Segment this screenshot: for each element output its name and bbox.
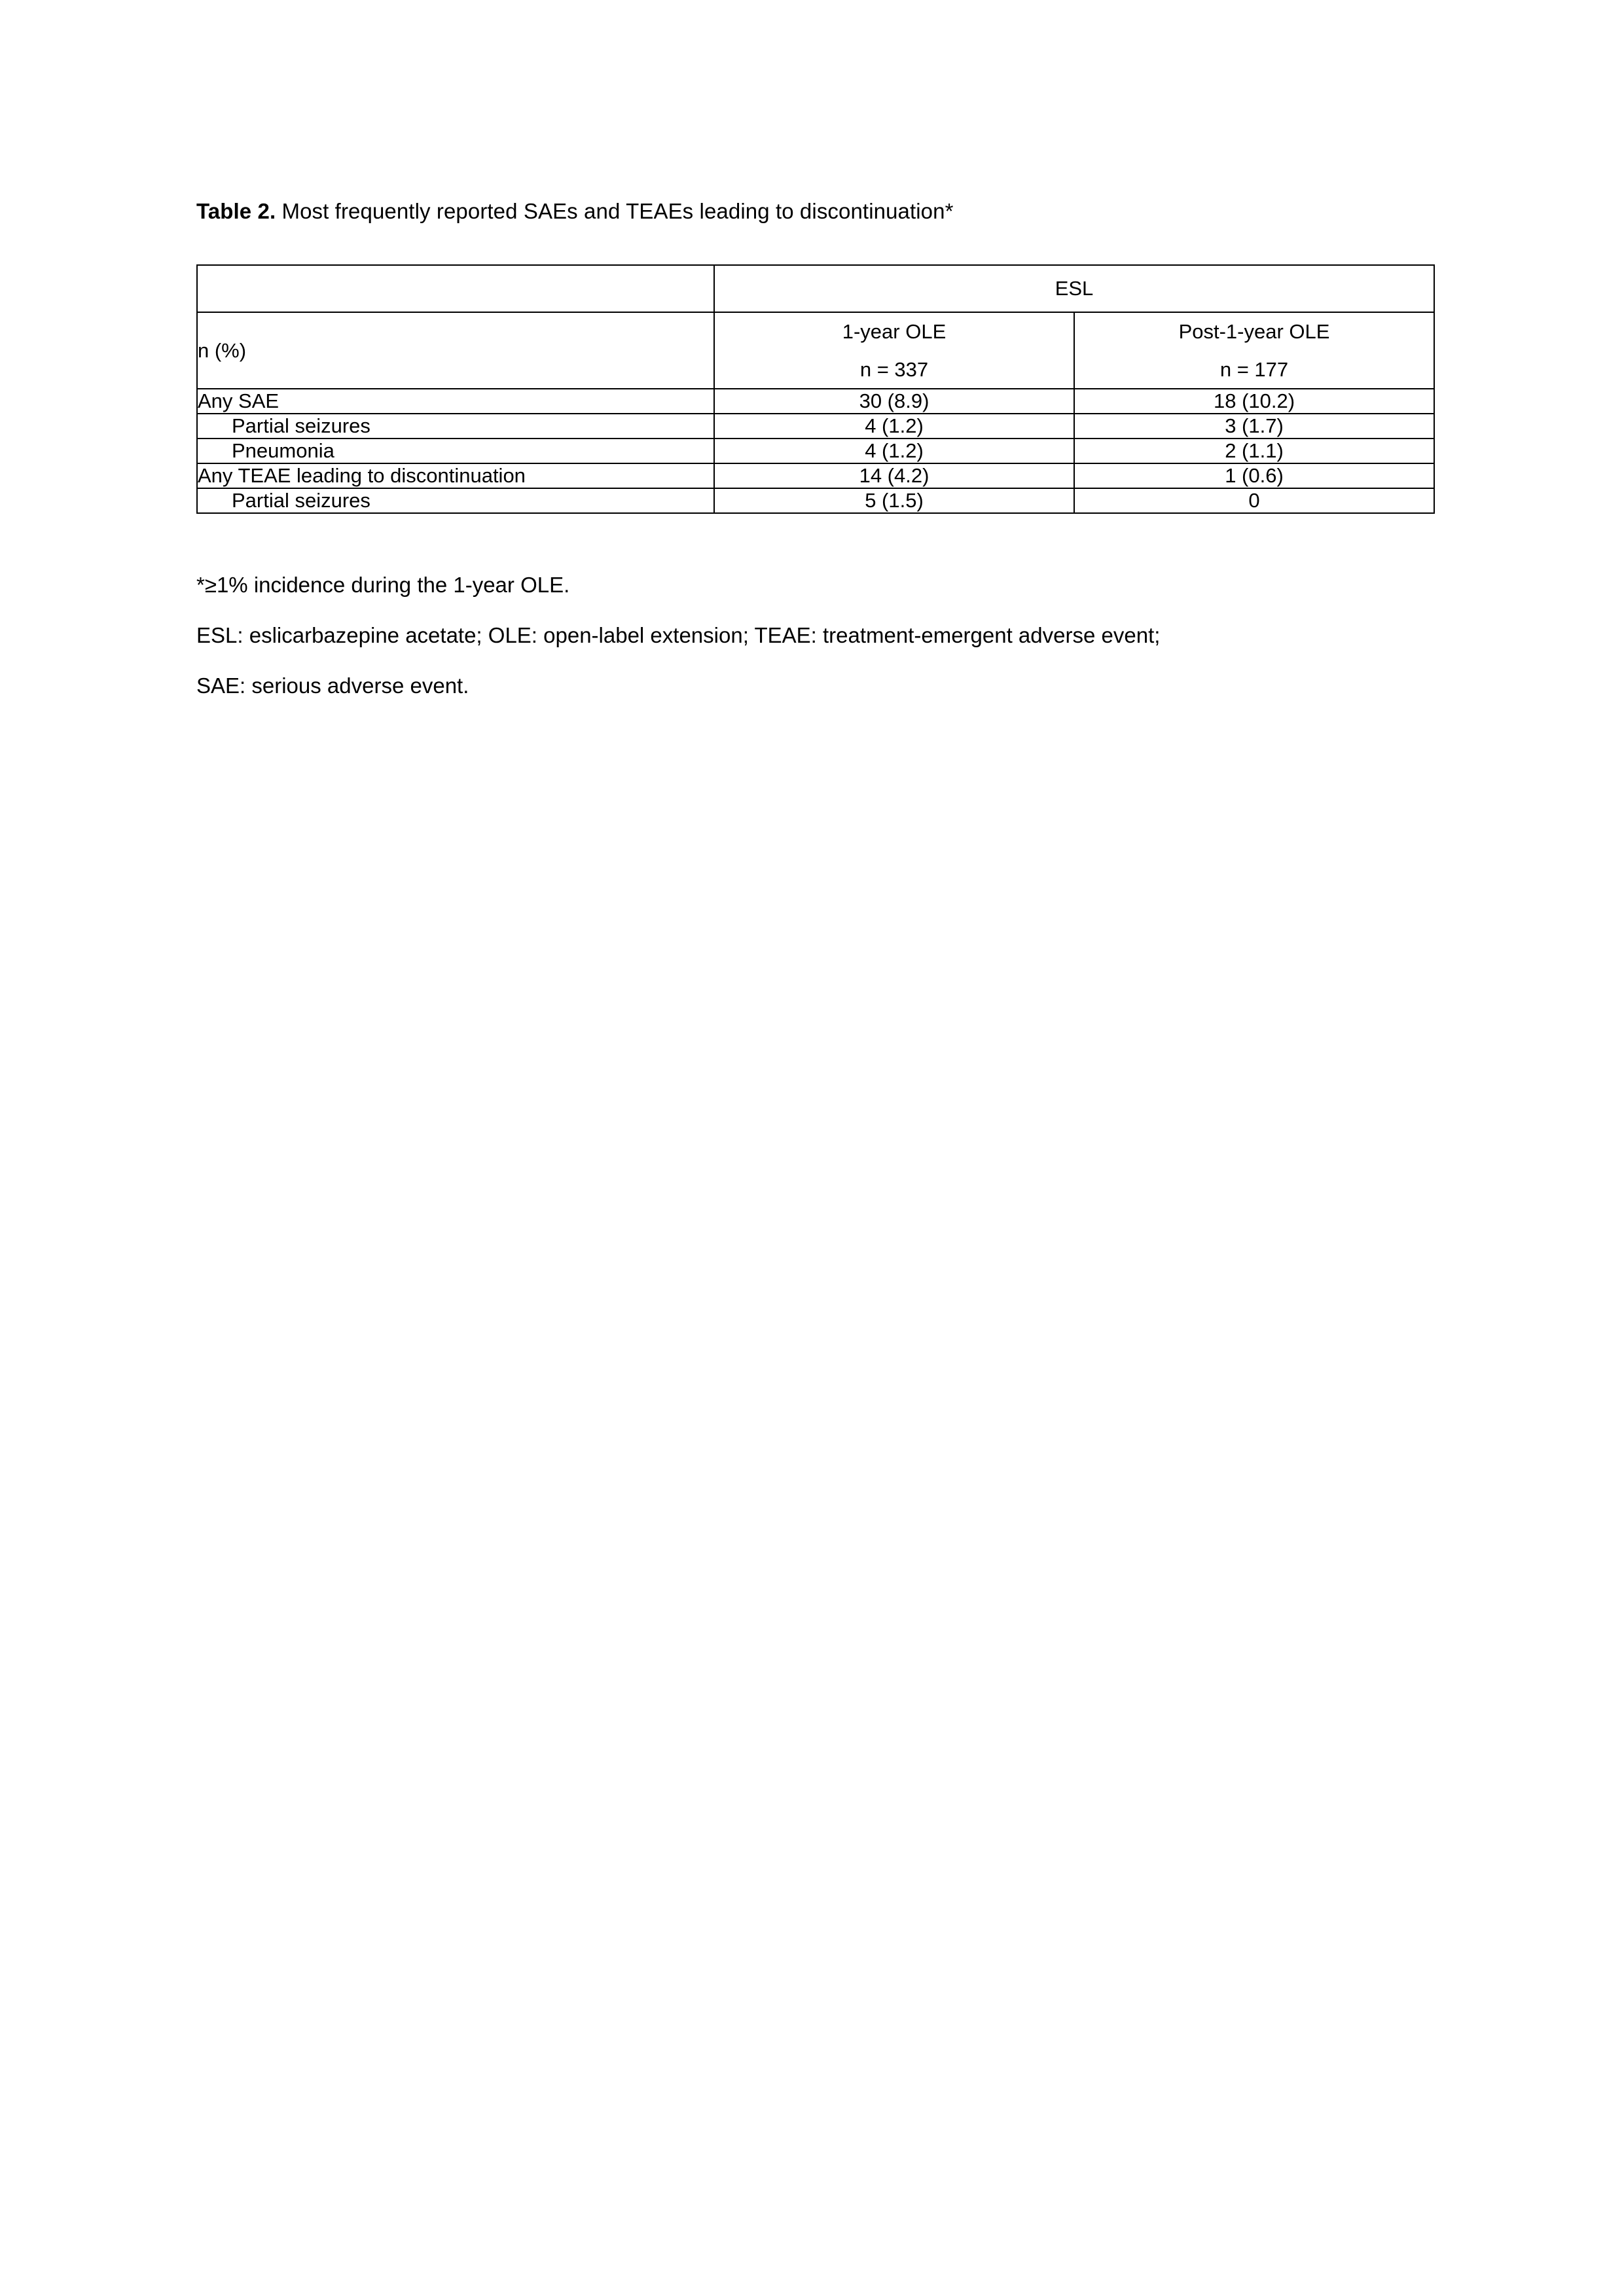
table-row xyxy=(197,389,1434,414)
group-header-esl: ESL xyxy=(714,265,1434,312)
row-value-1: 14 (4.2) xyxy=(714,463,1074,488)
table-row xyxy=(197,414,1434,439)
column-header-2-line2: n = 177 xyxy=(1219,357,1289,381)
row-value-1: 4 (1.2) xyxy=(714,414,1074,439)
column-header-2-line1: Post-1-year OLE xyxy=(1178,320,1330,344)
column-header-1 xyxy=(714,312,1074,389)
row-value-2: 3 (1.7) xyxy=(1074,414,1434,439)
table-row xyxy=(197,439,1434,463)
row-label: Partial seizures xyxy=(197,488,714,513)
row-value-2: 0 xyxy=(1074,488,1434,513)
footnote-line: *≥1% incidence during the 1-year OLE. xyxy=(196,572,570,597)
table-footnotes xyxy=(196,574,1428,696)
row-value-2: 2 (1.1) xyxy=(1074,439,1434,463)
table-corner-cell xyxy=(197,265,714,312)
row-value-2: 18 (10.2) xyxy=(1074,389,1434,414)
table-caption xyxy=(196,196,1428,226)
column-header-1-line1: 1-year OLE xyxy=(842,320,947,344)
column-header-2 xyxy=(1074,312,1434,389)
row-value-2: 1 (0.6) xyxy=(1074,463,1434,488)
row-label: Any TEAE leading to discontinuation xyxy=(197,463,714,488)
row-header-label: n (%) xyxy=(197,312,714,389)
row-label: Pneumonia xyxy=(197,439,714,463)
table-caption-text: Most frequently reported SAEs and TEAEs leading to discontinuation* xyxy=(276,199,954,223)
row-label: Any SAE xyxy=(197,389,714,414)
column-header-1-line2: n = 337 xyxy=(859,357,929,381)
row-value-1: 4 (1.2) xyxy=(714,439,1074,463)
table-header-row-group xyxy=(197,265,1434,312)
footnote-line: SAE: serious adverse event. xyxy=(196,673,469,698)
row-value-1: 30 (8.9) xyxy=(714,389,1074,414)
footnote-line: ESL: eslicarbazepine acetate; OLE: open-label extension; TEAE: treatment-emergent adverse event; xyxy=(196,622,1161,647)
table-caption-label: Table 2. xyxy=(196,199,276,223)
table-header-row-columns xyxy=(197,312,1434,389)
row-label: Partial seizures xyxy=(197,414,714,439)
table-row xyxy=(197,463,1434,488)
adverse-events-table xyxy=(196,264,1435,514)
table-row xyxy=(197,488,1434,513)
row-value-1: 5 (1.5) xyxy=(714,488,1074,513)
